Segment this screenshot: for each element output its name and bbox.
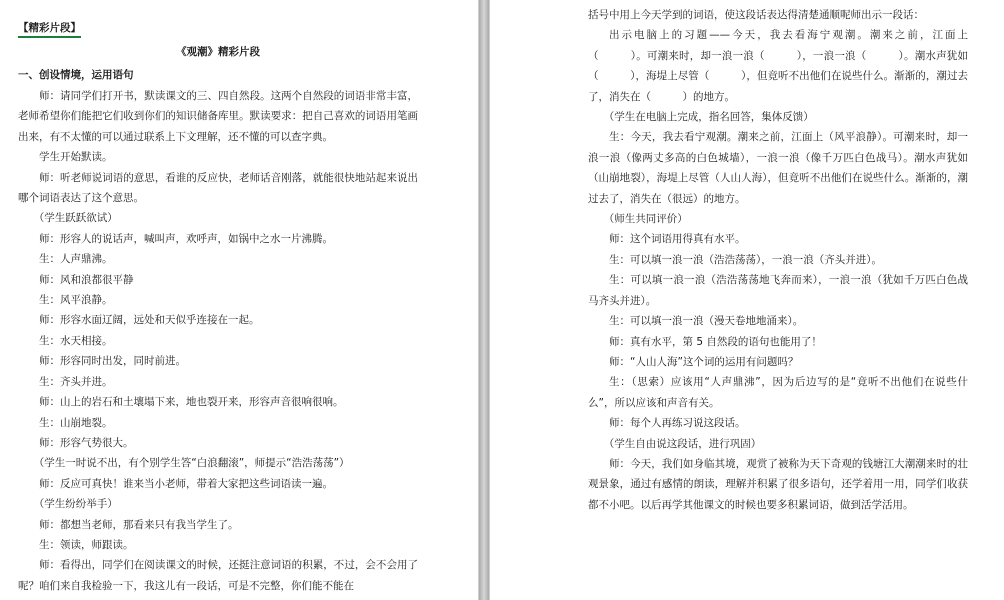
paragraph: 师：山上的岩石和土壤塌下来，地也裂开来，形容声音很响很响。 <box>39 396 344 409</box>
section-heading: 一、创设情境，运用语句 <box>18 69 134 81</box>
paragraph: 师：都想当老师，那看来只有我当学生了。 <box>39 518 239 531</box>
document-title: 《观潮》精彩片段 <box>176 46 260 58</box>
paragraph: 生：今天，我去看宁观潮。潮来之前，江面上（风平浪静）。可潮来时，却一浪一浪（像两丈多高的白色城墙），一浪一浪（像千万匹白色战马）。潮水声犹如（山崩地裂），海堤上尽管（人山人海），但竟听不出他们在说些什么。渐渐的，潮过去了，消失在（很远）的地方。 <box>588 131 968 205</box>
paragraph: 师：“人山人海”这个词的运用有问题吗？ <box>609 355 799 368</box>
paragraph: 括号中用上今天学到的词语，使这段话表达得清楚通顺呢师出示一段话： <box>588 9 924 21</box>
paragraph: 师：形容同时出发，同时前进。 <box>39 355 186 368</box>
left-page-content <box>18 20 418 596</box>
right-page <box>489 0 1004 600</box>
paragraph: 师：今天，我们如身临其境，观赏了被称为天下奇观的钱塘江大潮潮来时的壮观景象，通过有感情的朗读，理解并积累了很多语句，还学着用一用，同学们收获都不小吧。以后再学其他课文的时候也要多积累词语，做到活学活用。 <box>588 457 968 511</box>
paragraph: （学生纷纷举手） <box>33 498 118 511</box>
paragraph: 师：形容人的说话声，喊叫声，欢呼声，如锅中之水一片沸腾。 <box>39 232 333 245</box>
paragraph: 师：形容气势很大。 <box>39 436 134 449</box>
paragraph: 师：真有水平，第 5 自然段的语句也能用了！ <box>609 335 822 348</box>
paragraph: 生：可以填一浪一浪（漫天卷地地涌来）。 <box>609 315 804 328</box>
paragraph: 生：风平浪静。 <box>39 294 113 307</box>
paragraph: 生：（思索）应该用“人声鼎沸”，因为后边写的是“竟听不出他们在说些什么”，所以应该和声音有关。 <box>588 376 968 409</box>
paragraph: 师：请同学们打开书，默读课文的三、四自然段。这两个自然段的词语非常丰富，老师希望你们能把它们收到你们的知识储备库里。默读要求：把自己喜欢的词语用笔画出来，有不太懂的可以通过联系上下文理解，还不懂的可以查字典。 <box>18 90 418 143</box>
page-gutter <box>479 0 489 600</box>
paragraph: 生：水天相接。 <box>39 334 113 347</box>
paragraph: 生：可以填一浪一浪（浩浩荡荡），一浪一浪（齐头并进）。 <box>609 253 882 266</box>
paragraph: 师：看得出，同学们在阅读课文的时候，还挺注意词语的积累，不过，会不会用了呢？咱们来自我检验一下，我这儿有一段话，可是不完整，你们能不能在 <box>18 559 418 592</box>
paragraph: 生：领读，师跟读。 <box>39 538 134 551</box>
paragraph: 师：这个词语用得真有水平。 <box>609 233 746 246</box>
paragraph: 师：反应可真快！谁来当小老师，带着大家把这些词语读一遍。 <box>39 477 333 490</box>
paragraph: （学生在电脑上完成，指名回答，集体反馈） <box>603 111 814 124</box>
paragraph: （师生共同评价） <box>603 213 688 226</box>
paragraph: （学生自由说这段话，进行巩固） <box>603 437 762 450</box>
paragraph: 生：齐头并进。 <box>39 375 113 388</box>
paragraph: 生：山崩地裂。 <box>39 416 113 429</box>
section-tag: 【精彩片段】 <box>18 20 81 38</box>
paragraph: 学生开始默读。 <box>39 151 113 164</box>
paragraph: 师：形容水面辽阔，远处和天似乎连接在一起。 <box>39 314 260 327</box>
left-page <box>0 0 479 600</box>
paragraph: 生：可以填一浪一浪（浩浩荡荡地飞奔而来），一浪一浪（犹如千万匹白色战马齐头并进）。 <box>588 274 968 307</box>
paragraph: 师：听老师说词语的意思，看谁的反应快，老师话音刚落，就能很快地站起来说出哪个词语表达了这个意思。 <box>18 171 418 205</box>
paragraph: 师：每个人再练习说这段话。 <box>609 417 746 430</box>
paragraph: （学生一时说不出，有个别学生答“白浪翻滚”，师提示“浩浩荡荡”） <box>33 457 350 470</box>
paragraph: 生：人声鼎沸。 <box>39 253 113 266</box>
paragraph: 师：风和浪都很平静 <box>39 273 134 286</box>
paragraph: （学生跃跃欲试） <box>33 212 118 225</box>
right-page-content <box>588 5 968 515</box>
paragraph: 出示电脑上的习题——今天，我去看海宁观潮。潮来之前，江面上（ ）。可潮来时，却一浪一浪（ ），一浪一浪（ ）。潮水声犹如（ ），海堤上尽管（ ），但竟听不出他们在说些什么。渐渐的，潮过去了，消失在（ ）的地方。 <box>588 29 968 103</box>
